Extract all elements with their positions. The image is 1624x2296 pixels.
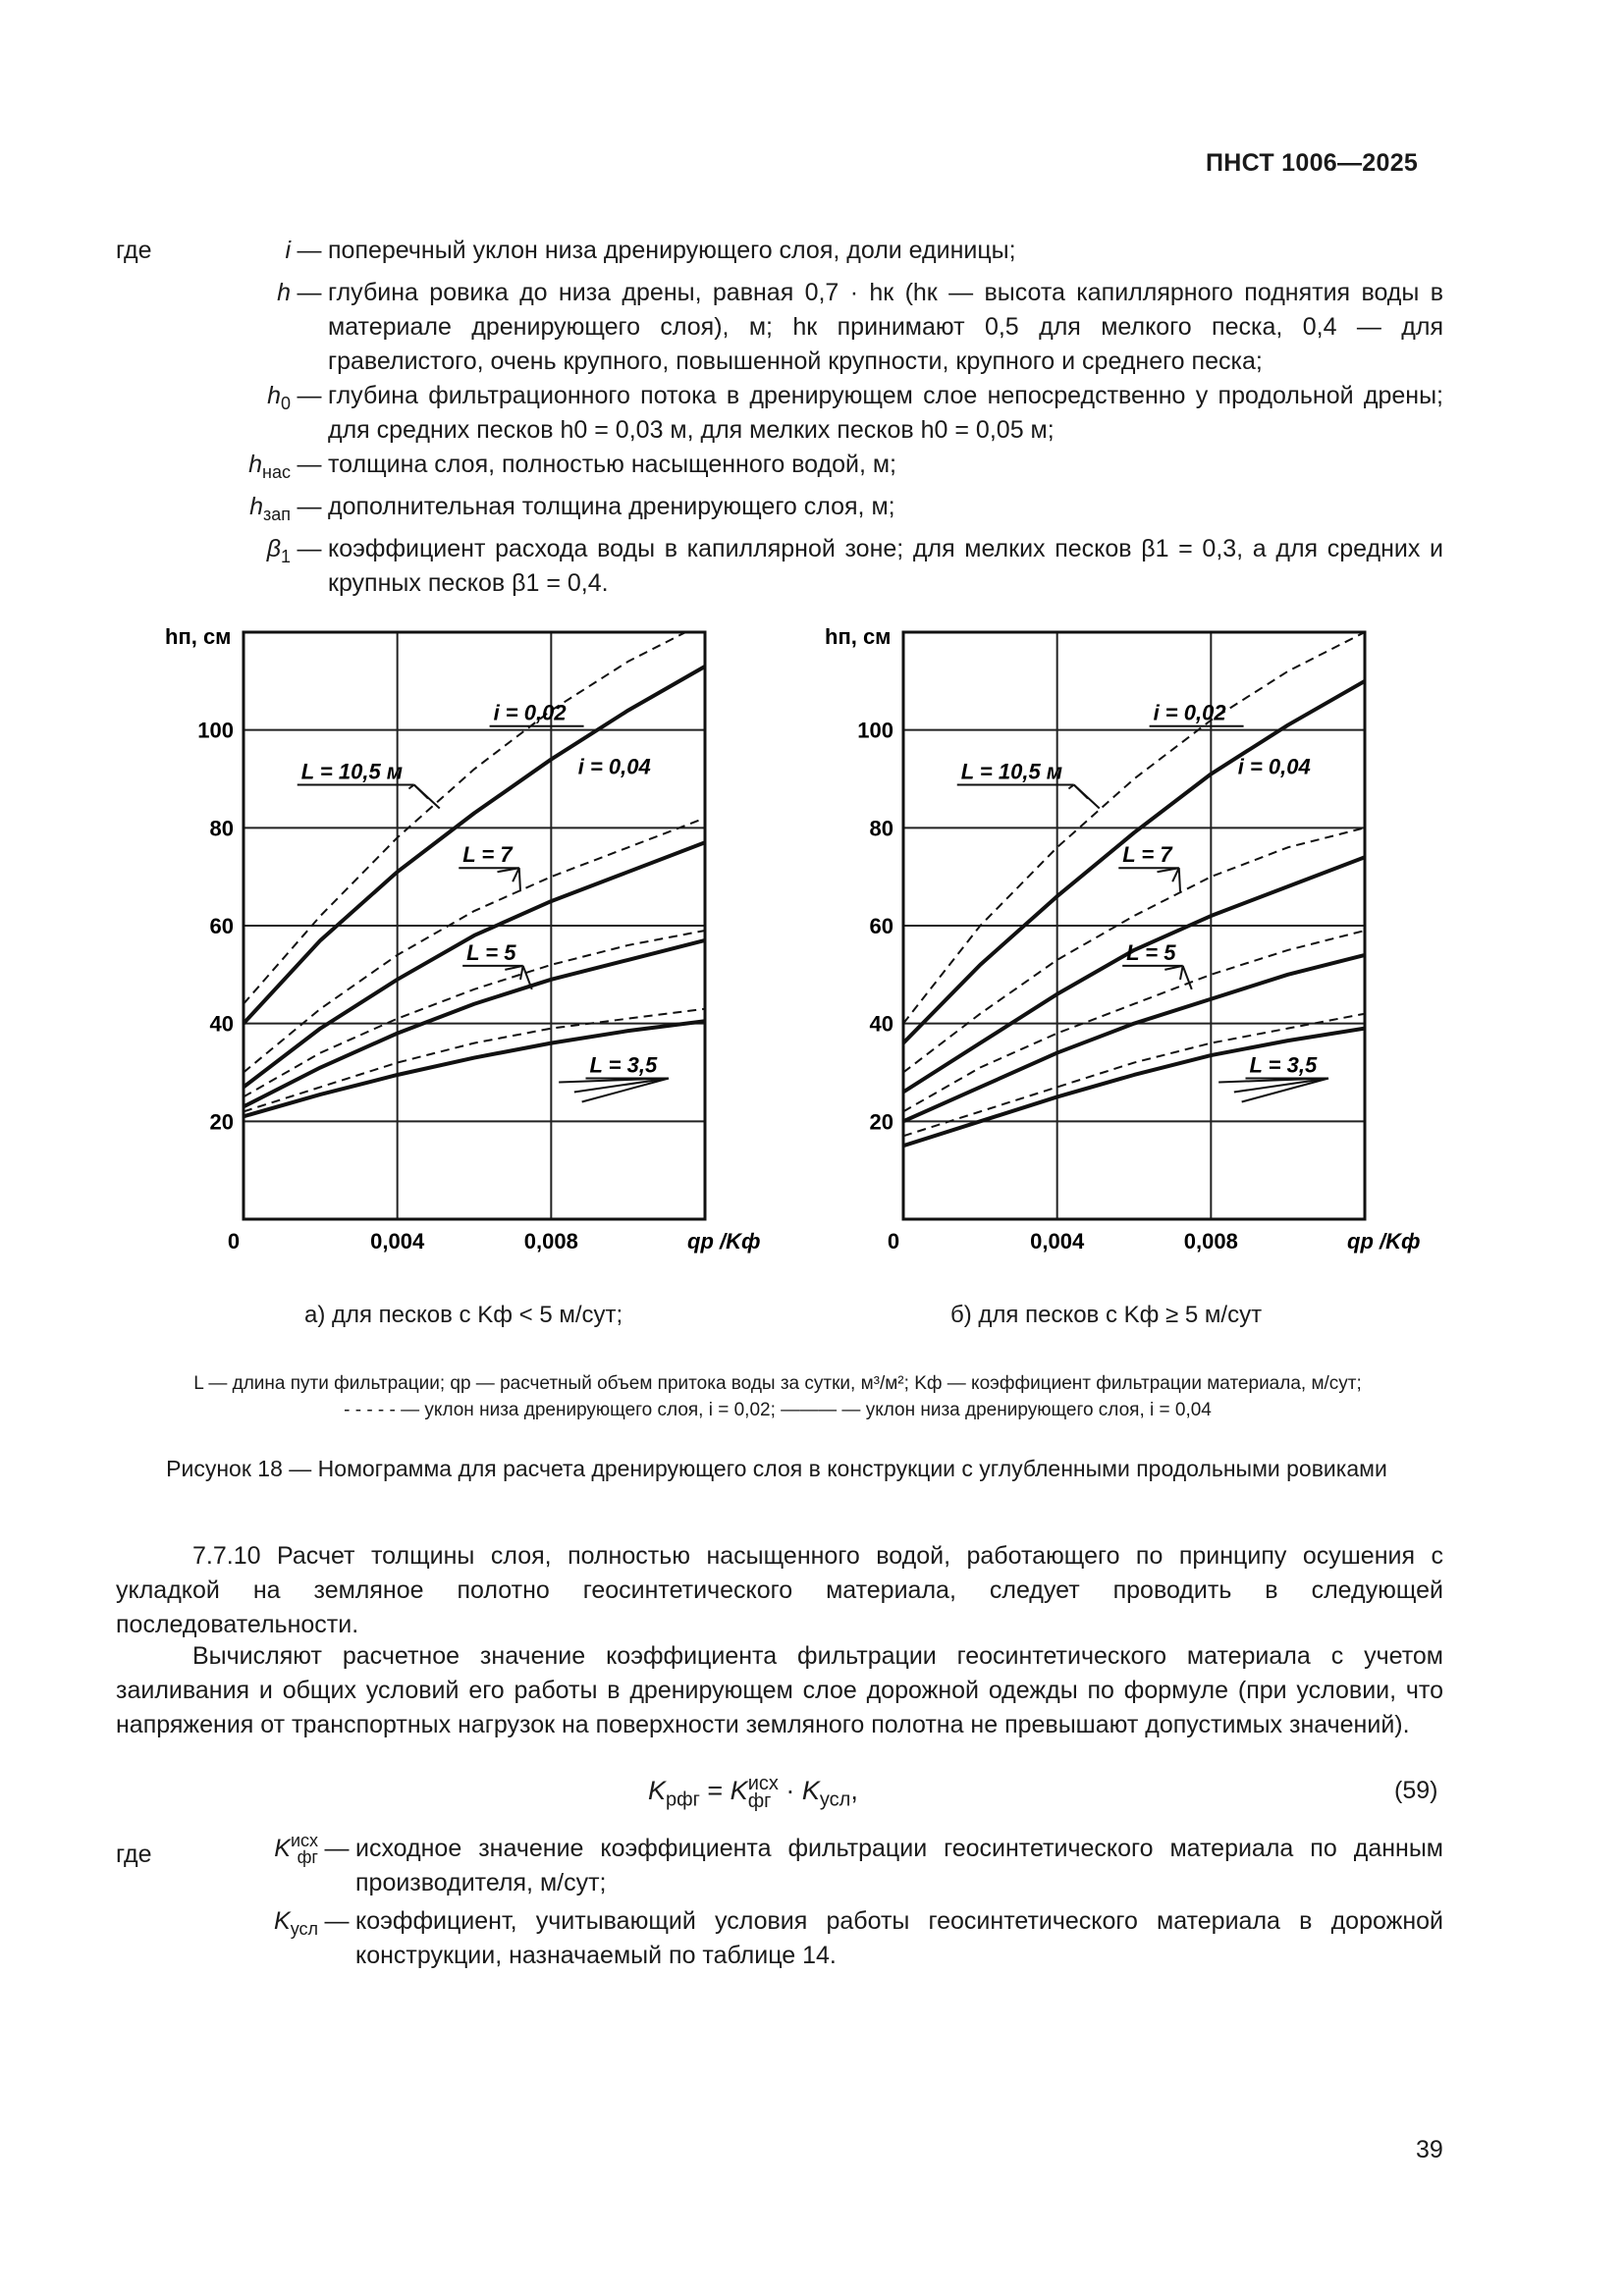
annotation-leader (519, 868, 520, 891)
y-tick-label: 80 (869, 816, 893, 841)
definition-row: где K исх фг — исходное значение коэффициента фильтрации геосинтетического материала по данным производителя, м/сут; (116, 1832, 1443, 1900)
definition-text: толщина слоя, полностью насыщенного водой, м; (328, 451, 897, 478)
definition-text: коэффициент расхода воды в капиллярной зоне; для мелких песков β1 = 0,3, а для средних и крупных песков β1 = 0,4. (328, 535, 1443, 597)
x-tick-label: 0,008 (523, 1229, 578, 1254)
definition-row: $K_{усл}$ — коэффициент, учитывающий условия работы геосинтетического материала в дорожной конструкции, назначаемый по таблице 14. (116, 1904, 1443, 1973)
definition-row: $h_0$ — глубина фильтрационного потока в дренирующем слое непосредственно у продольной дрены; для средних песков h0 = 0,03 м, для мелких песков h0 = 0,05 м; (116, 379, 1443, 448)
annotation-label: i = 0,02 (493, 700, 567, 725)
annotation-label: L = 5 (1126, 939, 1176, 965)
figure-legend (114, 1370, 1441, 1423)
y-tick-label: 60 (869, 914, 893, 938)
legend-line-2: - - - - - — уклон низа дренирующего слоя, i = 0,02; ——— — уклон низа дренирующего слоя, i = 0,04 (344, 1400, 1212, 1420)
annotation-label: L = 7 (1122, 842, 1172, 868)
y-axis-label: hп, см (165, 624, 232, 649)
annotation-leader (1172, 868, 1179, 881)
definition-symbol: K исх фг (274, 1831, 318, 1868)
x-tick-label: 0 (227, 1229, 241, 1254)
page-number: 39 (1416, 2136, 1443, 2163)
definition-symbol: $\beta_1$ (266, 535, 291, 566)
definition-text: глубина ровика до низа дрены, равная 0,7 · hк (hк — высота капиллярного поднятия воды в материале дренирующего слоя), м; hк принимают 0,5 для мелкого песка, 0,4 — для гравелистого, очень крупного, повышенной крупности, крупного и среднего песка; (328, 279, 1443, 375)
definition-text: дополнительная толщина дренирующего слоя, м; (328, 493, 895, 520)
formula-number: (59) (1394, 1777, 1438, 1804)
subcaption-a: а) для песков с Kф < 5 м/сут; (304, 1302, 623, 1328)
x-tick-label: 0 (887, 1229, 900, 1254)
legend-line-1: L — длина пути фильтрации; qр — расчетный объем притока воды за сутки, м³/м²; Kф — коэффициент фильтрации материала, м/сут; (193, 1373, 1362, 1394)
definition-row: $\beta_1$ — коэффициент расхода воды в капиллярной зоне; для мелких песков β1 = 0,3, а для средних и крупных песков β1 = 0,4. (116, 532, 1443, 601)
definition-symbol: $K_{усл}$ (274, 1907, 318, 1939)
annotation-label: i = 0,04 (577, 754, 651, 779)
where-word: где (116, 1841, 152, 1868)
y-tick-label: 100 (197, 718, 234, 743)
figure-caption: Рисунок 18 — Номограмма для расчета дренирующего слоя в конструкции с углубленными продольными ровиками (166, 1456, 1387, 1481)
definition-text: исходное значение коэффициента фильтрации геосинтетического материала по данным производителя, м/сут; (355, 1835, 1443, 1896)
nomogram-chart-a (157, 616, 761, 1284)
definition-row: где i — поперечный уклон низа дренирующего слоя, доли единицы; (116, 234, 1443, 276)
annotation-label: L = 3,5 (1249, 1052, 1318, 1078)
x-axis-label: qр /Kф (1347, 1229, 1421, 1254)
annotation-label: L = 5 (466, 939, 516, 965)
x-tick-label: 0,004 (1030, 1229, 1085, 1254)
annotation-leader (1074, 785, 1100, 809)
document-header: ПНСТ 1006—2025 (1206, 149, 1419, 177)
annotation-label: i = 0,04 (1237, 754, 1311, 779)
definition-symbol: $h_0$ (267, 382, 291, 413)
y-tick-label: 40 (869, 1011, 893, 1037)
definition-text: коэффициент, учитывающий условия работы геосинтетического материала в дорожной конструкции, назначаемый по таблице 14. (355, 1907, 1443, 1969)
definition-text: поперечный уклон низа дренирующего слоя, доли единицы; (328, 237, 1016, 264)
paragraph-filtration: Вычисляют расчетное значение коэффициента фильтрации геосинтетического материала с учетом заиливания и общих условий его работы в дренирующем слое дорожной одежды по формуле (при условии, что напряжения от транспортных нагрузок на поверхности земляного полотна не превышают допустимых значений). (116, 1642, 1443, 1738)
definition-row: h — глубина ровика до низа дрены, равная 0,7 · hк (hк — высота капиллярного поднятия воды в материале дренирующего слоя), м; hк принимают 0,5 для мелкого песка, 0,4 — для гравелистого, очень крупного, повышенной крупности, крупного и среднего песка; (116, 276, 1443, 379)
where-word: где (116, 237, 152, 264)
y-tick-label: 20 (209, 1109, 234, 1135)
annotation-leader (1180, 966, 1183, 980)
definition-row: $h_{нас}$ — толщина слоя, полностью насыщенного водой, м; (116, 448, 1443, 490)
annotation-label: i = 0,02 (1153, 700, 1226, 725)
nomogram-chart-b (817, 616, 1421, 1284)
annotation-leader (513, 868, 519, 881)
definition-row: $h_{зап}$ — дополнительная толщина дренирующего слоя, м; (116, 490, 1443, 532)
annotation-label: L = 10,5 м (300, 759, 404, 784)
annotation-leader (414, 785, 440, 809)
definition-text: глубина фильтрационного потока в дренирующем слое непосредственно у продольной дрены; для средних песков h0 = 0,03 м, для мелких песков h0 = 0,05 м; (328, 382, 1443, 444)
y-tick-label: 20 (869, 1109, 893, 1135)
formula-definitions (116, 1832, 1443, 1973)
x-axis-label: qр /Kф (687, 1229, 761, 1254)
symbol-definitions (116, 234, 1443, 601)
annotation-leader (1183, 966, 1192, 989)
definition-symbol: h (277, 279, 291, 306)
paragraph-7-7-10: 7.7.10 Расчет толщины слоя, полностью насыщенного водой, работающего по принципу осушения с укладкой на земляное полотно геосинтетического материала, следует проводить в следующей последовательности. (116, 1542, 1443, 1638)
x-tick-label: 0,008 (1183, 1229, 1238, 1254)
annotation-label: L = 3,5 (589, 1052, 658, 1078)
definition-symbol: $h_{нас}$ (248, 451, 291, 482)
subcaption-b: б) для песков с Kф ≥ 5 м/сут (950, 1302, 1263, 1328)
annotation-leader (1179, 868, 1180, 891)
annotation-label: L = 7 (462, 842, 513, 868)
formula-59: $K_{рфг} = K$ исх фг · $K_{усл}$, (648, 1773, 858, 1812)
y-tick-label: 60 (209, 914, 234, 938)
annotation-leader (520, 966, 523, 980)
y-axis-label: hп, см (825, 624, 892, 649)
annotation-label: L = 10,5 м (960, 759, 1063, 784)
definition-symbol: $h_{зап}$ (249, 493, 291, 524)
y-tick-label: 100 (857, 718, 893, 743)
y-tick-label: 80 (209, 816, 234, 841)
x-tick-label: 0,004 (370, 1229, 425, 1254)
y-tick-label: 40 (209, 1011, 234, 1037)
definition-symbol: i (285, 237, 291, 264)
